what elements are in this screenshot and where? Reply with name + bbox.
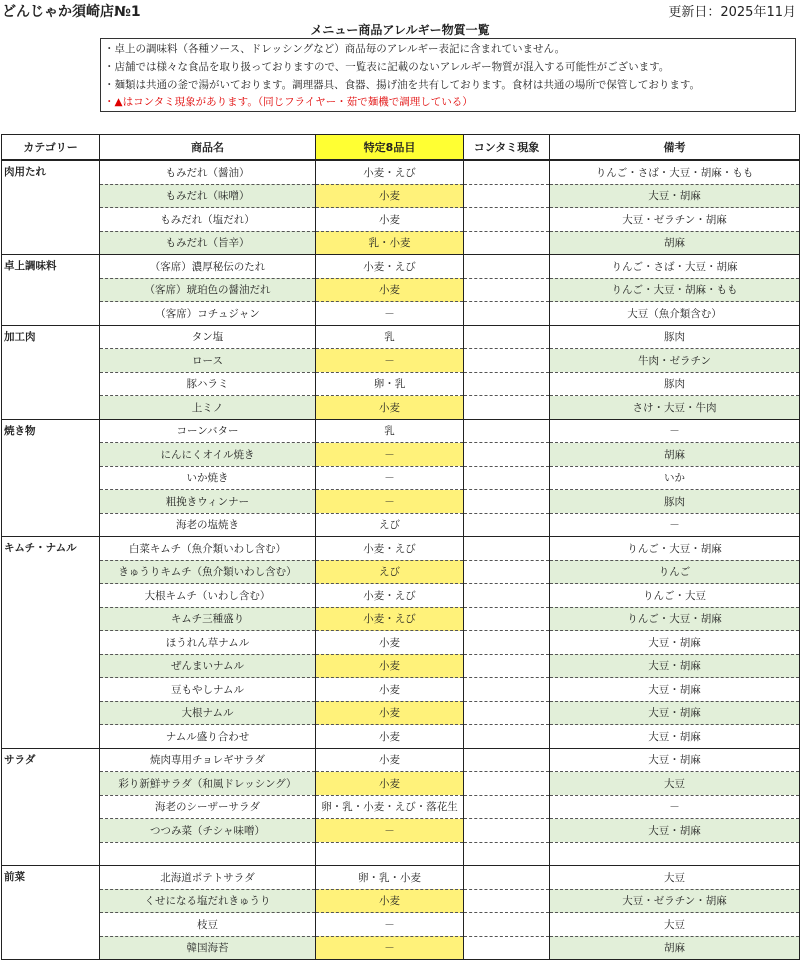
table-row (2, 302, 800, 326)
allergens-cell: 乳 (316, 419, 464, 443)
table-row (2, 255, 800, 279)
product-name-cell: くせになる塩だれきゅうり (100, 889, 316, 913)
product-name-cell: 北海道ポテトサラダ (100, 866, 316, 890)
note-2: ・店舗では様々な食品を取り扱っておりますので、一覧表に記載のないアレルギー物質が混入する可能性がございます。 (104, 61, 670, 73)
remarks-cell: りんご・大豆・胡麻 (550, 607, 800, 631)
allergens-cell: 小麦 (316, 772, 464, 796)
allergens-cell: 小麦 (316, 208, 464, 232)
table-row (2, 795, 800, 819)
product-name-cell: ナムル盛り合わせ (100, 725, 316, 749)
product-name-cell: 焼肉専用チョレギサラダ (100, 748, 316, 772)
table-row (2, 584, 800, 608)
category-cell: 肉用たれ (2, 160, 100, 255)
product-name-cell: タン塩 (100, 325, 316, 349)
contamination-cell (464, 443, 550, 467)
contamination-cell (464, 513, 550, 537)
allergens-cell: － (316, 819, 464, 843)
product-name-cell: （客席）濃厚秘伝のたれ (100, 255, 316, 279)
table-row (2, 231, 800, 255)
product-name-cell: もみだれ（味噌） (100, 184, 316, 208)
category-cell: 卓上調味料 (2, 255, 100, 326)
product-name-cell: （客席）琥珀色の醤油だれ (100, 278, 316, 302)
remarks-cell: 大豆（魚介類含む） (550, 302, 800, 326)
table-row (2, 678, 800, 702)
allergens-cell: えび (316, 560, 464, 584)
remarks-cell: － (550, 795, 800, 819)
table-row (2, 889, 800, 913)
table-row (2, 537, 800, 561)
product-name-cell: つつみ菜（チシャ味噌） (100, 819, 316, 843)
contamination-cell (464, 372, 550, 396)
table-header-row (2, 135, 800, 161)
product-name-cell: 大根キムチ（いわし含む） (100, 584, 316, 608)
product-name-cell: 粗挽きウィンナー (100, 490, 316, 514)
product-name-cell: 枝豆 (100, 913, 316, 937)
remarks-cell: りんご (550, 560, 800, 584)
allergens-cell: 小麦 (316, 748, 464, 772)
table-row (2, 419, 800, 443)
allergens-cell: 小麦 (316, 396, 464, 420)
allergens-cell (316, 842, 464, 866)
updated-date: 更新日：2025年11月 (668, 5, 796, 20)
allergen-table (1, 134, 800, 960)
table-row (2, 748, 800, 772)
contamination-cell (464, 584, 550, 608)
remarks-cell: － (550, 513, 800, 537)
contamination-cell (464, 325, 550, 349)
table-row (2, 560, 800, 584)
table-row (2, 490, 800, 514)
allergens-cell: － (316, 302, 464, 326)
remarks-cell: 大豆・胡麻 (550, 654, 800, 678)
table-row (2, 349, 800, 373)
product-name-cell: 大根ナムル (100, 701, 316, 725)
table-row (2, 278, 800, 302)
contamination-cell (464, 302, 550, 326)
table-row (2, 443, 800, 467)
remarks-cell: 大豆 (550, 913, 800, 937)
contamination-cell (464, 819, 550, 843)
remarks-cell: りんご・さば・大豆・胡麻・もも (550, 160, 800, 184)
table-row (2, 631, 800, 655)
allergens-cell: えび (316, 513, 464, 537)
product-name-cell: きゅうりキムチ（魚介類いわし含む） (100, 560, 316, 584)
remarks-cell: 大豆・ゼラチン・胡麻 (550, 208, 800, 232)
product-name-cell: キムチ三種盛り (100, 607, 316, 631)
allergens-cell: 卵・乳・小麦 (316, 866, 464, 890)
contamination-cell (464, 419, 550, 443)
contamination-cell (464, 537, 550, 561)
contamination-cell (464, 701, 550, 725)
remarks-cell: りんご・大豆・胡麻・もも (550, 278, 800, 302)
contamination-cell (464, 866, 550, 890)
allergens-cell: 小麦 (316, 654, 464, 678)
product-name-cell: いか焼き (100, 466, 316, 490)
contamination-cell (464, 466, 550, 490)
allergens-cell: 小麦 (316, 631, 464, 655)
table-row (2, 396, 800, 420)
contamination-cell (464, 795, 550, 819)
category-cell: 前菜 (2, 866, 100, 960)
table-row (2, 936, 800, 960)
contamination-cell (464, 349, 550, 373)
allergens-cell: 小麦 (316, 278, 464, 302)
remarks-cell: 大豆・胡麻 (550, 748, 800, 772)
column-header-contamination: コンタミ現象 (464, 135, 550, 161)
allergens-cell: － (316, 490, 464, 514)
product-name-cell (100, 842, 316, 866)
store-name: どんじゃか須崎店№1 (2, 4, 141, 20)
table-body (2, 160, 800, 960)
table-row (2, 325, 800, 349)
remarks-cell: 豚肉 (550, 490, 800, 514)
table-row (2, 184, 800, 208)
allergens-cell: 小麦・えび (316, 160, 464, 184)
table-row (2, 913, 800, 937)
contamination-cell (464, 160, 550, 184)
remarks-cell: 大豆・胡麻 (550, 725, 800, 749)
allergens-cell: － (316, 466, 464, 490)
product-name-cell: 豚ハラミ (100, 372, 316, 396)
column-header-remarks: 備考 (550, 135, 800, 161)
note-3: ・麺類は共通の釜で湯がいております。調理器具、食器、揚げ油を共有しております。食材は共通の場所で保管しております。 (104, 79, 700, 91)
category-cell: 加工肉 (2, 325, 100, 419)
contamination-cell (464, 607, 550, 631)
table-row (2, 842, 800, 866)
allergens-cell: 小麦・えび (316, 537, 464, 561)
contamination-cell (464, 889, 550, 913)
contamination-cell (464, 560, 550, 584)
product-name-cell: 豆もやしナムル (100, 678, 316, 702)
notes-box (100, 38, 796, 112)
remarks-cell (550, 842, 800, 866)
allergens-cell: 小麦・えび (316, 607, 464, 631)
product-name-cell: もみだれ（醤油） (100, 160, 316, 184)
remarks-cell: 大豆・胡麻 (550, 631, 800, 655)
remarks-cell: 豚肉 (550, 325, 800, 349)
product-name-cell: 海老の塩焼き (100, 513, 316, 537)
note-1: ・卓上の調味料（各種ソース、ドレッシングなど）商品毎のアレルギー表記に含まれていません。 (104, 43, 566, 55)
product-name-cell: 彩り新鮮サラダ（和風ドレッシング） (100, 772, 316, 796)
product-name-cell: 白菜キムチ（魚介類いわし含む） (100, 537, 316, 561)
allergens-cell: 卵・乳 (316, 372, 464, 396)
allergens-cell: 乳 (316, 325, 464, 349)
product-name-cell: 韓国海苔 (100, 936, 316, 960)
document-title: メニュー商品アレルギー物質一覧 (310, 23, 490, 37)
contamination-cell (464, 725, 550, 749)
contamination-cell (464, 772, 550, 796)
contamination-cell (464, 490, 550, 514)
remarks-cell: りんご・大豆 (550, 584, 800, 608)
contamination-cell (464, 231, 550, 255)
allergens-cell: 小麦 (316, 184, 464, 208)
remarks-cell: 大豆・胡麻 (550, 184, 800, 208)
product-name-cell: （客席）コチュジャン (100, 302, 316, 326)
contamination-cell (464, 936, 550, 960)
table-row (2, 607, 800, 631)
note-contamination: ・▲はコンタミ現象があります。（同じフライヤー・茹で麺機で調理している） (104, 96, 473, 108)
remarks-cell: いか (550, 466, 800, 490)
remarks-cell: 大豆 (550, 772, 800, 796)
contamination-cell (464, 748, 550, 772)
contamination-cell (464, 913, 550, 937)
remarks-cell: 胡麻 (550, 231, 800, 255)
allergens-cell: － (316, 913, 464, 937)
table-row (2, 772, 800, 796)
product-name-cell: もみだれ（塩だれ） (100, 208, 316, 232)
remarks-cell: 大豆・胡麻 (550, 701, 800, 725)
table-row (2, 654, 800, 678)
product-name-cell: ロース (100, 349, 316, 373)
contamination-cell (464, 184, 550, 208)
remarks-cell: 牛肉・ゼラチン (550, 349, 800, 373)
column-header-allergens: 特定8品目 (316, 135, 464, 161)
remarks-cell: － (550, 419, 800, 443)
contamination-cell (464, 278, 550, 302)
remarks-cell: りんご・大豆・胡麻 (550, 537, 800, 561)
table-row (2, 701, 800, 725)
allergens-cell: － (316, 936, 464, 960)
remarks-cell: 大豆・胡麻 (550, 678, 800, 702)
remarks-cell: 豚肉 (550, 372, 800, 396)
allergens-cell: 卵・乳・小麦・えび・落花生 (316, 795, 464, 819)
remarks-cell: 大豆 (550, 866, 800, 890)
contamination-cell (464, 631, 550, 655)
product-name-cell: 海老のシーザーサラダ (100, 795, 316, 819)
product-name-cell: にんにくオイル焼き (100, 443, 316, 467)
product-name-cell: もみだれ（旨辛） (100, 231, 316, 255)
table-row (2, 819, 800, 843)
contamination-cell (464, 396, 550, 420)
product-name-cell: ほうれん草ナムル (100, 631, 316, 655)
allergens-cell: 小麦・えび (316, 255, 464, 279)
table-row (2, 513, 800, 537)
contamination-cell (464, 654, 550, 678)
table-row (2, 208, 800, 232)
category-cell: サラダ (2, 748, 100, 866)
remarks-cell: 胡麻 (550, 443, 800, 467)
remarks-cell: 大豆・胡麻 (550, 819, 800, 843)
table-row (2, 160, 800, 184)
allergens-cell: 小麦 (316, 678, 464, 702)
product-name-cell: 上ミノ (100, 396, 316, 420)
table-row (2, 866, 800, 890)
allergens-cell: － (316, 443, 464, 467)
allergens-cell: 小麦 (316, 725, 464, 749)
table-row (2, 725, 800, 749)
allergens-cell: 小麦 (316, 889, 464, 913)
table-row (2, 372, 800, 396)
remarks-cell: 大豆・ゼラチン・胡麻 (550, 889, 800, 913)
table-row (2, 466, 800, 490)
allergens-cell: － (316, 349, 464, 373)
column-header-product: 商品名 (100, 135, 316, 161)
column-header-category: カテゴリー (2, 135, 100, 161)
remarks-cell: りんご・さば・大豆・胡麻 (550, 255, 800, 279)
allergens-cell: 乳・小麦 (316, 231, 464, 255)
contamination-cell (464, 842, 550, 866)
category-cell: 焼き物 (2, 419, 100, 537)
category-cell: キムチ・ナムル (2, 537, 100, 749)
allergens-cell: 小麦・えび (316, 584, 464, 608)
contamination-cell (464, 255, 550, 279)
contamination-cell (464, 208, 550, 232)
contamination-cell (464, 678, 550, 702)
remarks-cell: さけ・大豆・牛肉 (550, 396, 800, 420)
remarks-cell: 胡麻 (550, 936, 800, 960)
product-name-cell: ぜんまいナムル (100, 654, 316, 678)
product-name-cell: コーンバター (100, 419, 316, 443)
allergens-cell: 小麦 (316, 701, 464, 725)
